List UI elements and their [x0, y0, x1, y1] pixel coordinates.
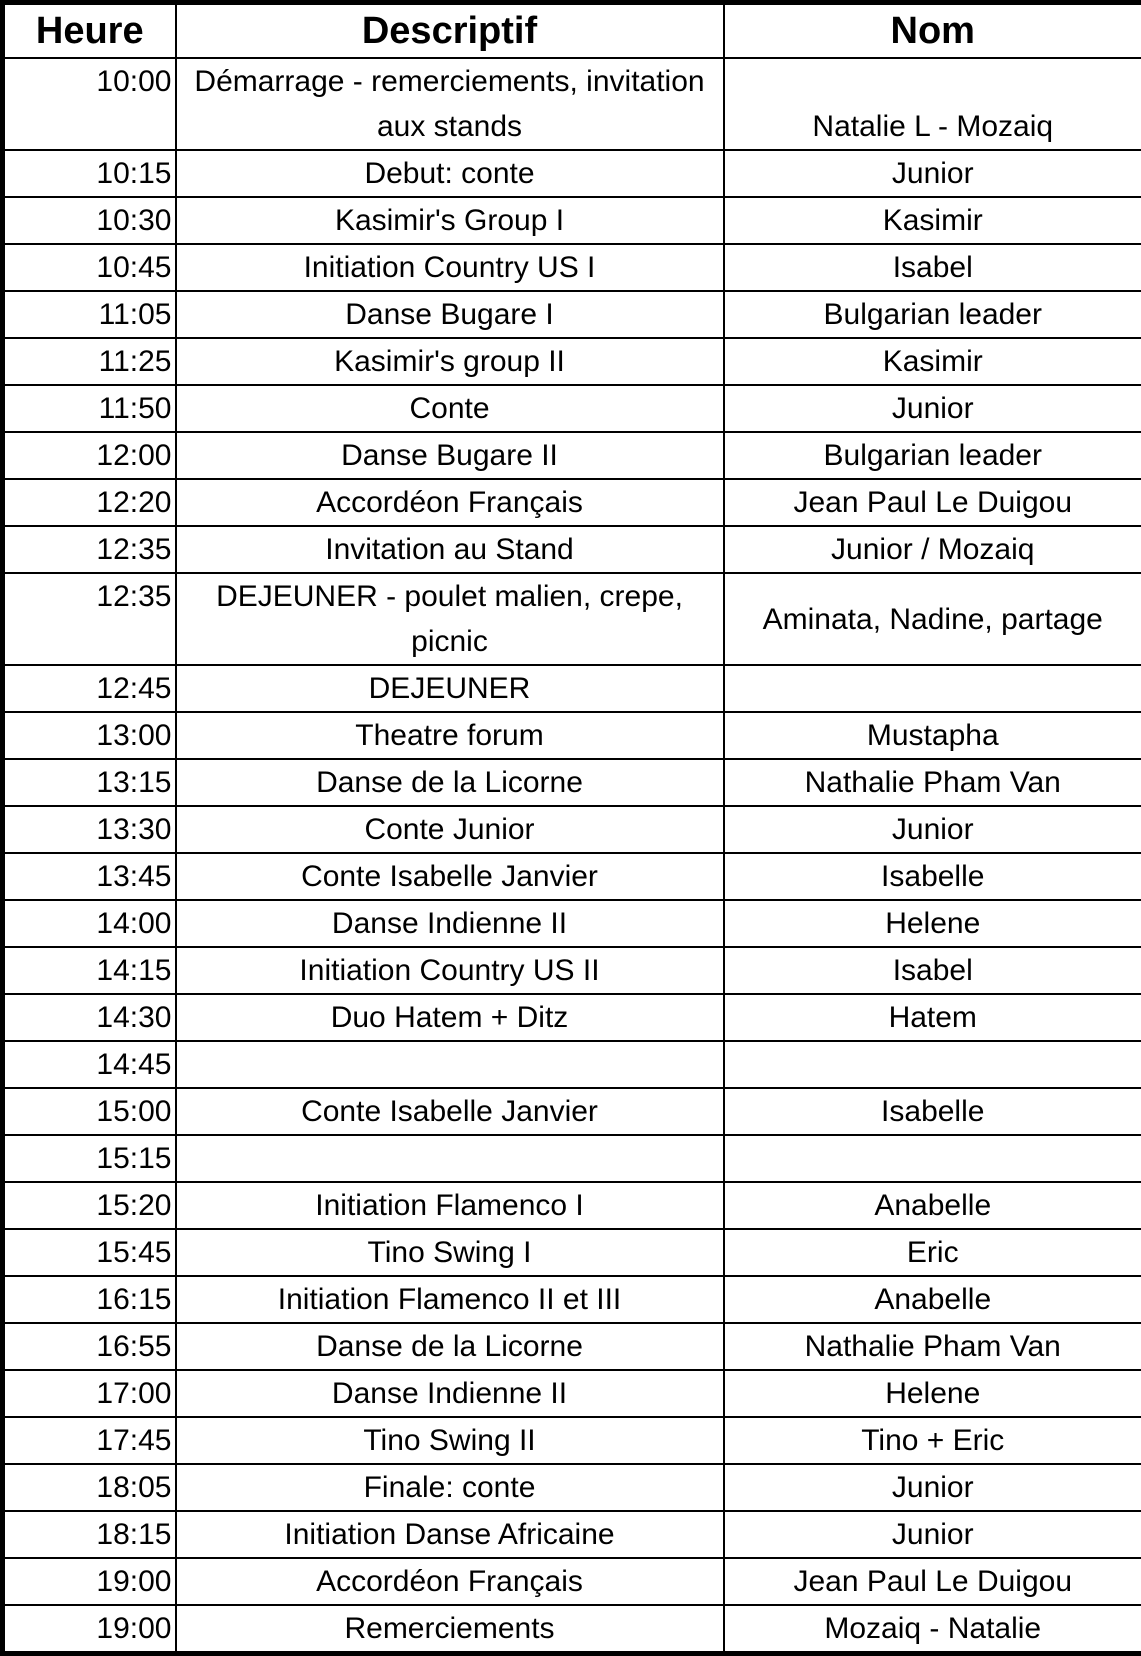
description-cell: Remerciements [176, 1605, 724, 1654]
time-cell: 15:20 [3, 1182, 176, 1229]
table-row [3, 712, 1141, 759]
description-cell: Conte Junior [176, 806, 724, 853]
description-cell [176, 1135, 724, 1182]
name-cell [724, 1041, 1141, 1088]
description-cell: Initiation Country US I [176, 244, 724, 291]
table-row [3, 1135, 1141, 1182]
time-cell: 13:45 [3, 853, 176, 900]
description-cell: Theatre forum [176, 712, 724, 759]
time-cell: 17:00 [3, 1370, 176, 1417]
name-cell: Anabelle [724, 1182, 1141, 1229]
table-row [3, 853, 1141, 900]
table-row [3, 1464, 1141, 1511]
description-cell: Debut: conte [176, 150, 724, 197]
header-descriptif: Descriptif [176, 3, 724, 59]
name-cell: Nathalie Pham Van [724, 1323, 1141, 1370]
name-cell: Junior [724, 1511, 1141, 1558]
table-row [3, 291, 1141, 338]
time-cell: 13:30 [3, 806, 176, 853]
table-row [3, 1558, 1141, 1605]
description-cell: Danse Indienne II [176, 1370, 724, 1417]
time-cell: 11:25 [3, 338, 176, 385]
description-cell: Kasimir's group II [176, 338, 724, 385]
time-cell: 13:00 [3, 712, 176, 759]
name-cell [724, 1135, 1141, 1182]
name-cell: Bulgarian leader [724, 432, 1141, 479]
schedule-body [3, 58, 1141, 1654]
time-cell: 10:30 [3, 197, 176, 244]
name-cell: Kasimir [724, 338, 1141, 385]
time-cell: 10:00 [3, 58, 176, 150]
name-cell: Bulgarian leader [724, 291, 1141, 338]
table-row [3, 1605, 1141, 1654]
description-cell: Danse de la Licorne [176, 1323, 724, 1370]
name-cell: Junior [724, 150, 1141, 197]
table-row [3, 1041, 1141, 1088]
table-row [3, 1088, 1141, 1135]
time-cell: 14:30 [3, 994, 176, 1041]
table-row [3, 58, 1141, 150]
table-row [3, 1182, 1141, 1229]
table-row [3, 1370, 1141, 1417]
table-row [3, 994, 1141, 1041]
name-cell: Helene [724, 1370, 1141, 1417]
name-cell: Isabel [724, 244, 1141, 291]
description-cell: Conte Isabelle Janvier [176, 1088, 724, 1135]
name-cell: Mustapha [724, 712, 1141, 759]
time-cell: 11:50 [3, 385, 176, 432]
name-cell: Jean Paul Le Duigou [724, 1558, 1141, 1605]
name-cell: Isabelle [724, 853, 1141, 900]
time-cell: 16:15 [3, 1276, 176, 1323]
name-cell: Helene [724, 900, 1141, 947]
time-cell: 12:35 [3, 573, 176, 665]
table-row [3, 573, 1141, 665]
time-cell: 17:45 [3, 1417, 176, 1464]
name-cell: Junior [724, 806, 1141, 853]
description-cell: Initiation Flamenco II et III [176, 1276, 724, 1323]
name-cell: Isabelle [724, 1088, 1141, 1135]
table-row [3, 1323, 1141, 1370]
description-cell: Danse Bugare I [176, 291, 724, 338]
table-row [3, 900, 1141, 947]
table-row [3, 665, 1141, 712]
description-cell: Conte Isabelle Janvier [176, 853, 724, 900]
time-cell: 18:15 [3, 1511, 176, 1558]
time-cell: 16:55 [3, 1323, 176, 1370]
description-cell: Accordéon Français [176, 1558, 724, 1605]
time-cell: 19:00 [3, 1605, 176, 1654]
time-cell: 15:15 [3, 1135, 176, 1182]
name-cell: Junior / Mozaiq [724, 526, 1141, 573]
time-cell: 15:45 [3, 1229, 176, 1276]
description-cell: Danse Bugare II [176, 432, 724, 479]
name-cell [724, 665, 1141, 712]
name-cell: Nathalie Pham Van [724, 759, 1141, 806]
time-cell: 11:05 [3, 291, 176, 338]
table-row [3, 947, 1141, 994]
name-cell: Anabelle [724, 1276, 1141, 1323]
time-cell: 15:00 [3, 1088, 176, 1135]
time-cell: 12:20 [3, 479, 176, 526]
description-cell: Initiation Danse Africaine [176, 1511, 724, 1558]
description-cell [176, 1041, 724, 1088]
description-cell: Danse de la Licorne [176, 759, 724, 806]
description-cell: Invitation au Stand [176, 526, 724, 573]
name-cell: Hatem [724, 994, 1141, 1041]
time-cell: 10:45 [3, 244, 176, 291]
description-cell: DEJEUNER [176, 665, 724, 712]
name-cell: Tino + Eric [724, 1417, 1141, 1464]
name-cell: Kasimir [724, 197, 1141, 244]
description-cell: Kasimir's Group I [176, 197, 724, 244]
header-heure: Heure [3, 3, 176, 59]
name-cell: Junior [724, 385, 1141, 432]
table-row [3, 432, 1141, 479]
table-row [3, 1417, 1141, 1464]
description-cell: Finale: conte [176, 1464, 724, 1511]
name-cell: Natalie L - Mozaiq [724, 58, 1141, 150]
table-row [3, 479, 1141, 526]
name-cell: Aminata, Nadine, partage [724, 573, 1141, 665]
table-row [3, 806, 1141, 853]
table-row [3, 385, 1141, 432]
table-row [3, 1229, 1141, 1276]
header-nom: Nom [724, 3, 1141, 59]
time-cell: 14:45 [3, 1041, 176, 1088]
description-cell: Tino Swing II [176, 1417, 724, 1464]
description-cell: Initiation Flamenco I [176, 1182, 724, 1229]
time-cell: 12:35 [3, 526, 176, 573]
time-cell: 18:05 [3, 1464, 176, 1511]
time-cell: 10:15 [3, 150, 176, 197]
description-cell: Conte [176, 385, 724, 432]
table-row [3, 197, 1141, 244]
header-row [3, 3, 1141, 59]
name-cell: Junior [724, 1464, 1141, 1511]
name-cell: Mozaiq - Natalie [724, 1605, 1141, 1654]
name-cell: Isabel [724, 947, 1141, 994]
name-cell: Eric [724, 1229, 1141, 1276]
time-cell: 13:15 [3, 759, 176, 806]
table-row [3, 526, 1141, 573]
time-cell: 14:00 [3, 900, 176, 947]
description-cell: Démarrage - remerciements, invitation aux stands [176, 58, 724, 150]
name-cell: Jean Paul Le Duigou [724, 479, 1141, 526]
table-row [3, 759, 1141, 806]
description-cell: Tino Swing I [176, 1229, 724, 1276]
time-cell: 19:00 [3, 1558, 176, 1605]
table-row [3, 1511, 1141, 1558]
time-cell: 12:45 [3, 665, 176, 712]
time-cell: 12:00 [3, 432, 176, 479]
table-row [3, 1276, 1141, 1323]
description-cell: DEJEUNER - poulet malien, crepe, picnic [176, 573, 724, 665]
description-cell: Duo Hatem + Ditz [176, 994, 724, 1041]
table-row [3, 150, 1141, 197]
description-cell: Accordéon Français [176, 479, 724, 526]
time-cell: 14:15 [3, 947, 176, 994]
description-cell: Initiation Country US II [176, 947, 724, 994]
table-row [3, 338, 1141, 385]
table-row [3, 244, 1141, 291]
description-cell: Danse Indienne II [176, 900, 724, 947]
